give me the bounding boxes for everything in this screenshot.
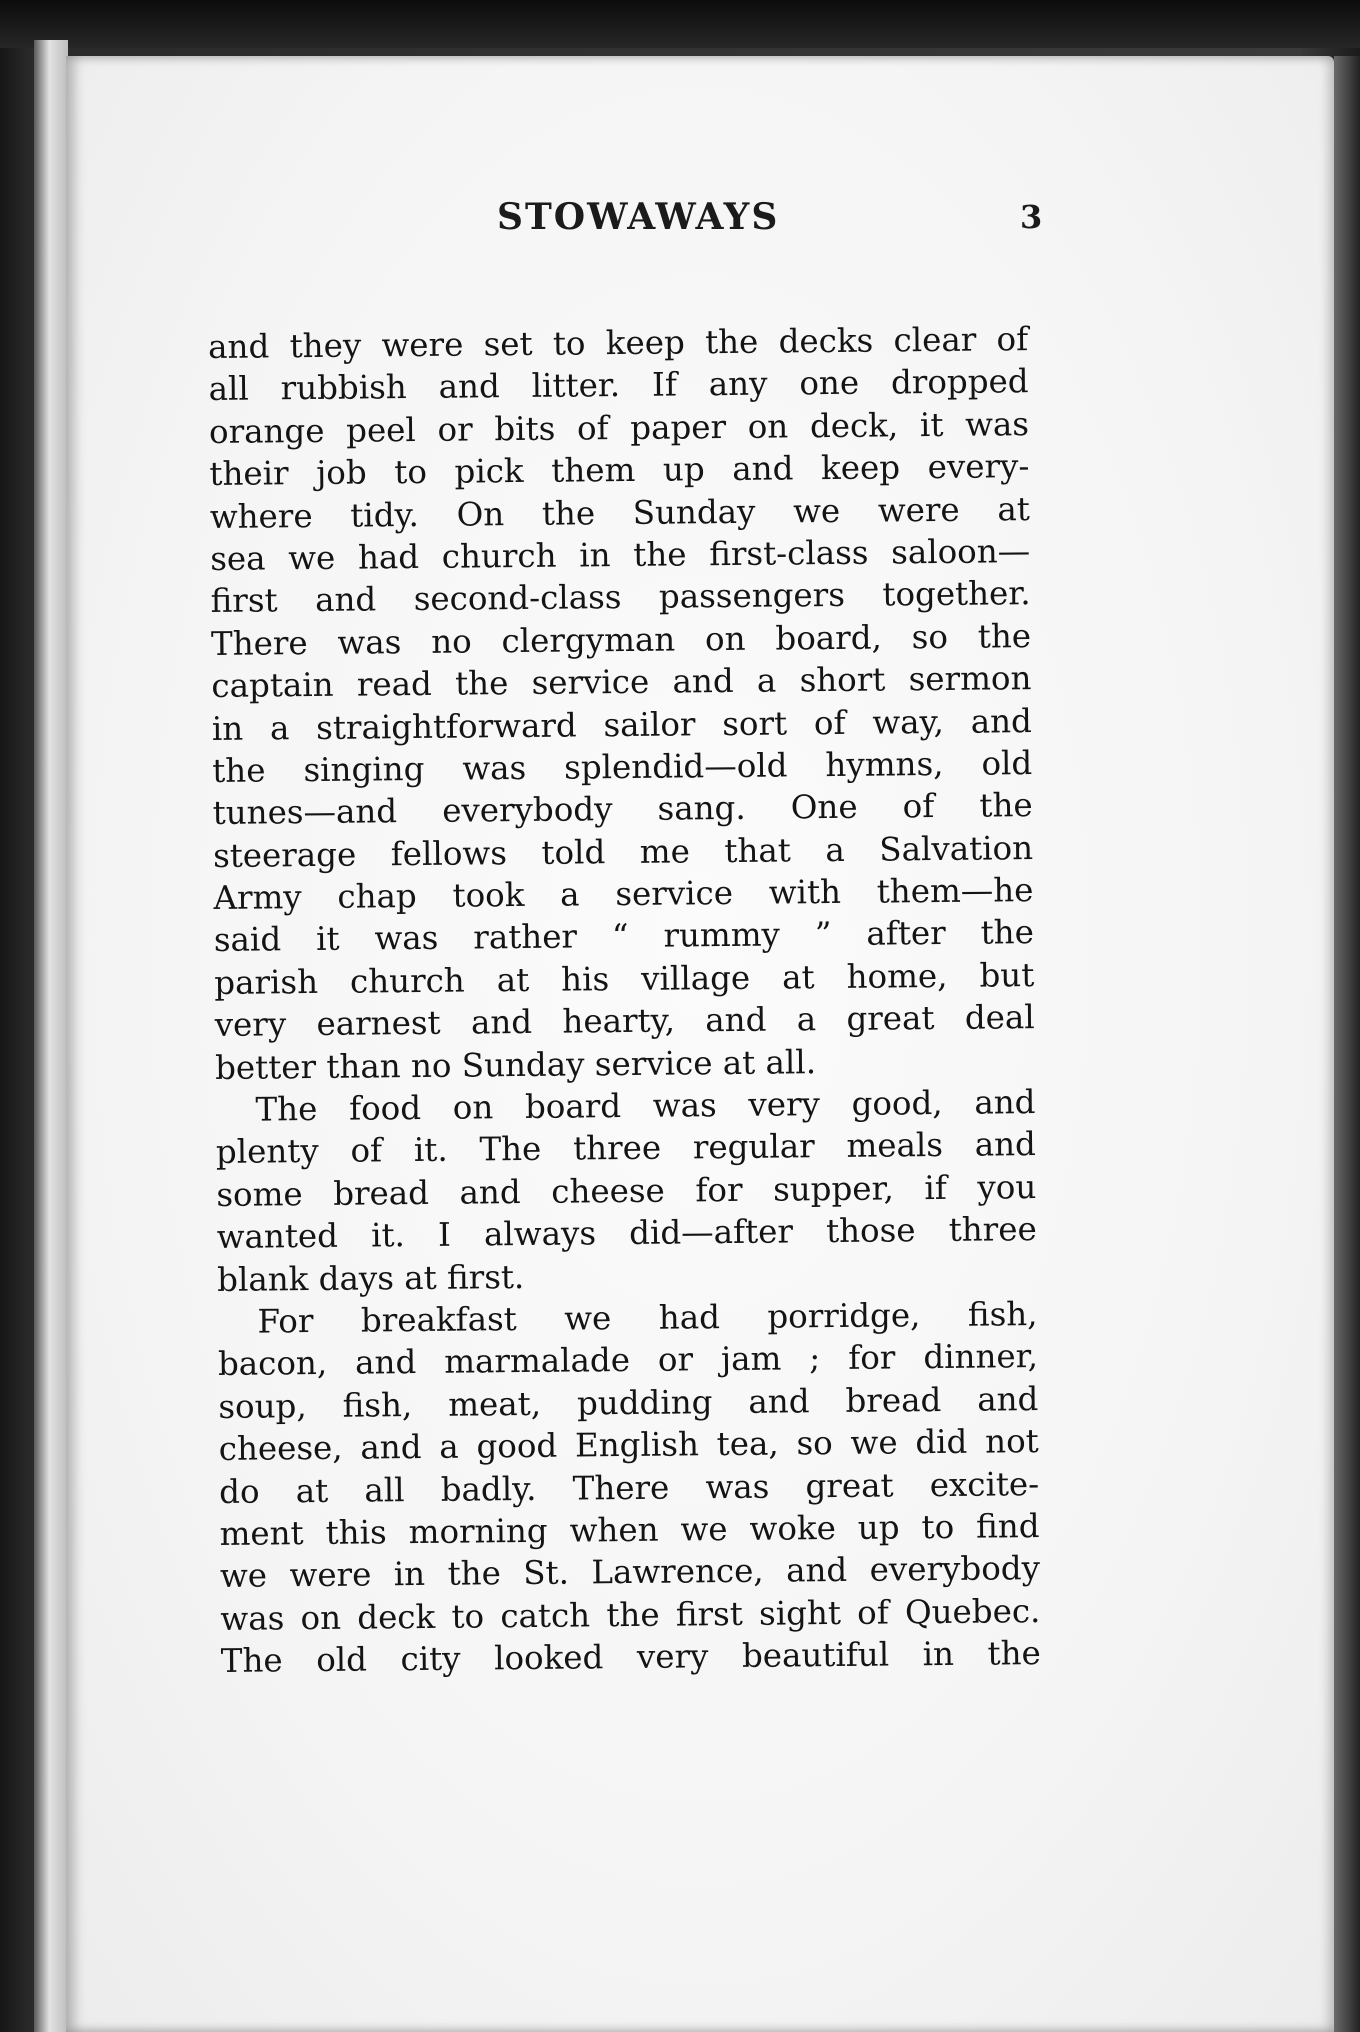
text-line: Army chap took a service with them—he — [213, 871, 1034, 918]
text-line: cheese, and a good English tea, so we did not — [218, 1422, 1039, 1469]
text-line: said it was rather “ rummy ” after the — [213, 913, 1035, 960]
left-page-edge — [34, 40, 68, 2032]
text-line: soup, fish, meat, pudding and bread and — [218, 1379, 1039, 1426]
text-line: The old city looked very beautiful in the — [220, 1634, 1041, 1681]
text-line: orange peel or bits of paper on deck, it was — [208, 404, 1030, 451]
text-line: all rubbish and litter. If any one dropped — [208, 362, 1029, 409]
text-line: ment this morning when we woke up to find — [219, 1507, 1040, 1553]
text-line: first and second-class passengers together. — [210, 574, 1031, 621]
text-line: plenty of it. The three regular meals and — [215, 1125, 1037, 1172]
text-line: in a straightforward sailor sort of way, and — [211, 701, 1033, 748]
text-line: was on deck to catch the first sight of Quebec. — [220, 1591, 1041, 1638]
paragraph-end-line: better than no Sunday service at all. — [214, 1042, 817, 1087]
text-line: steerage fellows told me that a Salvation — [212, 828, 1034, 875]
right-binding-shadow — [1334, 56, 1360, 2032]
text-line: There was no clergyman on board, so the — [210, 616, 1032, 663]
text-line: captain read the service and a short sermon — [211, 659, 1032, 706]
paragraph-start-line: For breakfast we had porridge, fish, — [257, 1295, 1038, 1341]
text-line: bacon, and marmalade or jam ; for dinner, — [217, 1337, 1039, 1384]
paragraph-end-line: blank days at first. — [216, 1257, 525, 1299]
paragraph-start-line: The food on board was very good, and — [255, 1083, 1036, 1129]
text-line: some bread and cheese for supper, if you — [216, 1167, 1037, 1214]
text-line: the singing was splendid—old hymns, old — [212, 744, 1033, 790]
running-head: STOWAWAYS — [497, 196, 780, 238]
text-line: do at all badly. There was great excite- — [219, 1464, 1040, 1511]
top-shadow — [0, 0, 1360, 48]
text-line: tunes—and everybody sang. One of the — [212, 786, 1033, 833]
body-text — [208, 318, 1042, 1766]
page-header — [152, 196, 1052, 256]
text-line: wanted it. I always did—after those three — [216, 1210, 1037, 1257]
text-line: very earnest and hearty, and a great deal — [214, 998, 1035, 1045]
text-line: and they were set to keep the decks clear of — [208, 320, 1029, 366]
page-number: 3 — [1020, 198, 1043, 236]
text-line: parish church at his village at home, but — [214, 955, 1035, 1002]
text-line: their job to pick them up and keep every- — [209, 447, 1030, 494]
text-line: sea we had church in the first-class saloon— — [210, 532, 1031, 578]
text-line: we were in the St. Lawrence, and everybody — [219, 1549, 1041, 1596]
text-line: where tidy. On the Sunday we were at — [209, 489, 1030, 536]
